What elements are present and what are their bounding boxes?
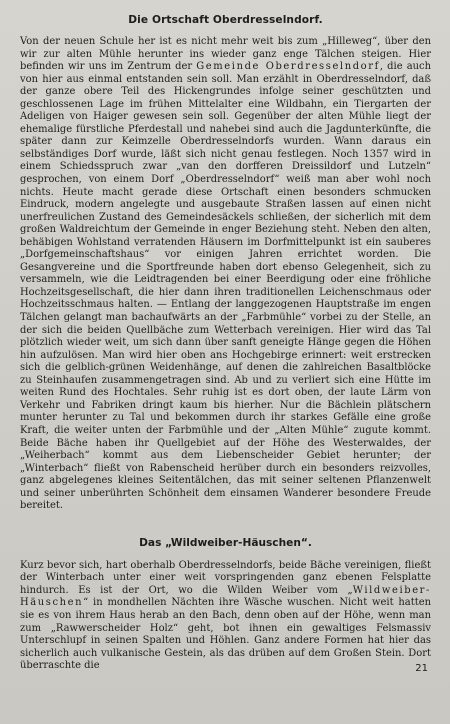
spaced-place-name: Gemeinde Oberdresselndorf (196, 61, 380, 73)
page-number: 21 (415, 663, 428, 674)
section-title-wildweiber: Das „Wildweiber-Häuschen“. (139, 536, 312, 549)
paragraph-wildweiber (20, 560, 431, 673)
spaced-place-name: Wildweiber-Häuschen (20, 584, 431, 609)
paragraph-text-start: Kurz bevor sich, hart oberhalb Oberdresselndorfs, beide Bäche vereinigen, fließt der Winterbach unter einer weit vorspringenden ganz ebenen Felsplatte hindurch. Es ist der Ort, wo die Wilden Weiber vom „ (20, 559, 431, 596)
paragraph-ortschaft (20, 36, 431, 513)
paragraph-text-rest: “ in mondhellen Nächten ihre Wäsche wuschen. Nicht weit hatten sie es von ihrem Haus herab an den Bach, denn oben auf der Höhe, wenn man zum „Rawwerscheider Holz“ geht, bot ihnen ein gewaltiges Felsmassiv Unterschlupf in seinen Spalten und Höhlen. Ganz andere Formen hat hier das sicherlich auch vulkanische Gestein, als das drüben auf dem Großen Stein. Dort überraschte die (20, 597, 431, 672)
paragraph-text-start: Von der neuen Schule her ist es nicht mehr weit bis zum „Hilleweg“, über den wir zur alten Mühle herunter ins wieder ganz enge Tälchen steigen. Hier befinden wir uns im Zentrum der (20, 36, 431, 73)
paragraph-text-rest: , die auch von hier aus einmal entstanden sein soll. Man erzählt in Oberdresselndorf, daß der ganze obere Teil des Hickengrundes infolge seiner geschützten und geschlossenen Lage im frühen Mittelalter eine Wildbahn, ein Tiergarten der Adeligen von Haiger gewesen sein soll. Gegenüber der alten Mühle liegt der ehemalige fürstliche Pferdestall und nahebei sind auch die Jagdunterkünfte, die später dann zur Keimzelle Oberdresselndorfs wurden. Wann daraus ein selbständiges Dorf wurde, läßt sich nicht genau festlegen. Noch 1357 wird in einem Schiedsspruch zwar „van den dorfferen Dreissildorf und Lutzeln“ gesprochen, von einem Dorf „Oberdresselndorf“ weiß man aber wohl noch nichts. Heute macht gerade diese Ortschaft einen besonders schmucken Eindruck, modern angelegte und ausgebaute Straßen lassen auf einen nicht unerfreulichen Zustand des Gemeindesäckels schließen, der sicherlich mit dem großen Waldreichtum der Gemeinde in enger Beziehung steht. Neben den alten, behäbigen Wohlstand verratenden Häusern im Dorfmittelpunkt ist ein sauberes „Dorfgemeinschaftshaus“ vor einigen Jahren errichtet worden. Die Gesangvereine und die Sportfreunde haben dort ebenso Gelegenheit, sich zu versammeln, wie die Leidtragenden bei einer Beerdigung oder eine fröhliche Hochzeitsgesellschaft, die hier dann ihren traditionellen Leichenschmaus oder Hochzeitsschmaus halten. — Entlang der langgezogenen Hauptstraße im engen Tälchen gelangt man bachaufwärts an der „Farbmühle“ vorbei zu der Stelle, an der sich die beiden Quellbäche zum Wetterbach vereinigen. Hier wird das Tal plötzlich wieder weit, um sich dann über sanft geneigte Hänge gegen die Höhen hin aufzulösen. Man wird hier oben ans Hochgebirge erinnert: weit erstrecken sich die gelblich-grünen Weidenhänge, auf denen die zahlreichen Basaltblöcke zu Steinhaufen zusammengetragen sind. Ab und zu verliert sich eine Hütte im weiten Rund des Hochtales. Sehr ruhig ist es dort oben, der laute Lärm von Verkehr und Fabriken dringt kaum bis hierher. Nur die Bächlein plätschern munter herunter zu Tal und bekommen durch ihr starkes Gefälle eine große Kraft, die weiter unten der Farbmühle und der „Alten Mühle“ zugute kommt. Beide Bäche haben ihr Quellgebiet auf der Höhe des Westerwaldes, der „Weiherbach“ kommt aus dem Liebenscheider Gebiet herunter; der „Winterbach“ fließt von Rabenscheid herüber durch ein besonders reizvolles, ganz abgelegenes kleines Seitentälchen, das mit seiner seltenen Pflanzenwelt und seiner unberührten Schönheit dem einsamen Wanderer besondere Freude bereitet. (20, 61, 431, 512)
section-title-ortschaft: Die Ortschaft Oberdresselndorf. (128, 14, 323, 26)
